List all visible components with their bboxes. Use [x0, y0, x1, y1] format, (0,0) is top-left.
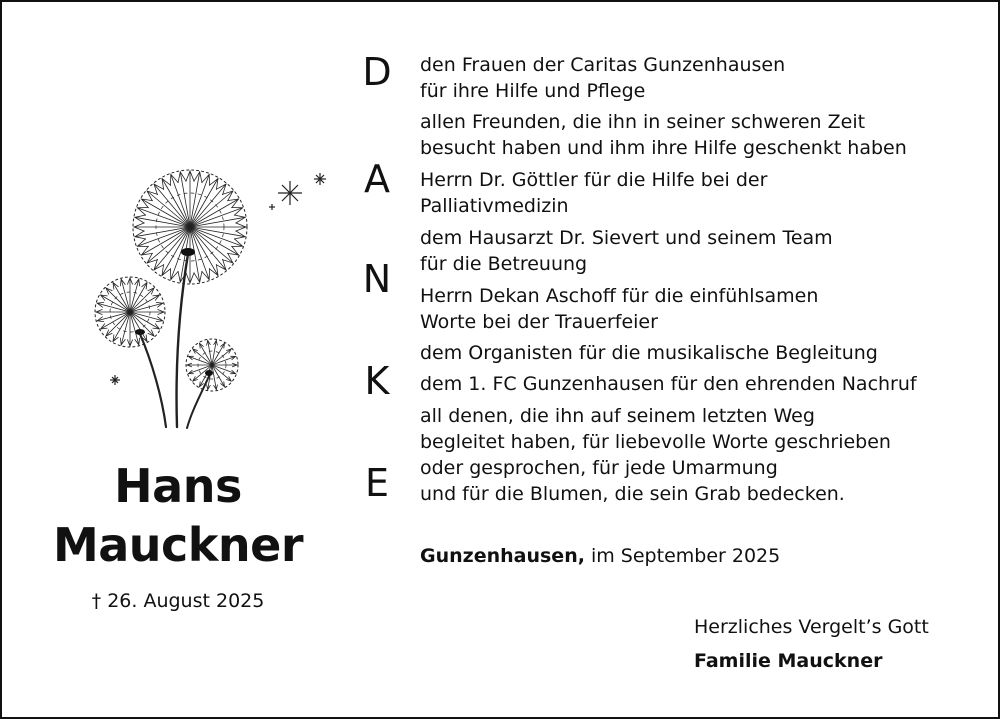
dank-letter-d: D	[362, 50, 392, 94]
thanks-caritas: den Frauen der Caritas Gunzenhausen für ihre Hilfe und Pflege	[420, 54, 786, 102]
thanks-friends: allen Freunden, die ihn in seiner schweren Zeit besucht haben und ihm ihre Hilfe geschenkt haben	[420, 111, 907, 159]
closing-phrase: Herzliches Vergelt’s Gott	[694, 616, 929, 638]
date-text: im September 2025	[584, 545, 781, 567]
thanks-dean: Herrn Dekan Aschoff für die einfühlsamen Worte bei der Trauerfeier	[420, 285, 819, 333]
death-date: † 26. August 2025	[91, 590, 265, 612]
dank-letter-k: K	[364, 359, 390, 403]
place-and-date	[420, 543, 780, 569]
thanks-doctor: dem Hausarzt Dr. Sievert und seinem Team für die Betreuung	[420, 227, 833, 275]
place-name: Gunzenhausen,	[420, 545, 585, 567]
thanks-organist: dem Organisten für die musikalische Begleitung	[420, 342, 878, 364]
dank-letter-n: N	[362, 257, 392, 301]
deceased-first-name: Hans	[114, 459, 242, 513]
thanks-everyone: all denen, die ihn auf seinem letzten Weg begleitet haben, für liebevolle Worte geschrieben oder gesprochen, für jede Umarmung und für die Blumen, die sein Grab bedecken.	[420, 405, 891, 505]
dandelion-illustration	[82, 162, 342, 437]
deceased-last-name: Mauckner	[52, 518, 304, 572]
dank-letter-a: A	[364, 157, 390, 201]
dank-letter-e: E	[364, 461, 389, 505]
thanks-football-club: dem 1. FC Gunzenhausen für den ehrenden Nachruf	[420, 373, 917, 395]
thanks-palliative: Herrn Dr. Göttler für die Hilfe bei der Palliativmedizin	[420, 169, 768, 217]
family-signature: Familie Mauckner	[694, 650, 883, 672]
